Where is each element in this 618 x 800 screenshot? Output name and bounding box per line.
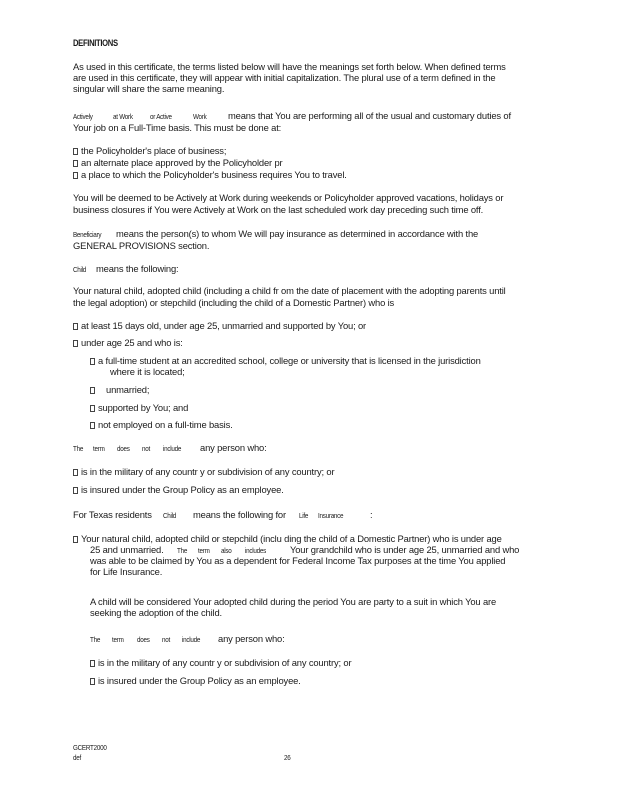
exclude-word: The — [73, 444, 84, 453]
bullet-icon — [73, 160, 78, 167]
texas-inline-word: also — [221, 546, 232, 555]
list-item-continuation: where it is located; — [110, 366, 185, 377]
texas-adopted-line-2: seeking the adoption of the child. — [90, 607, 222, 618]
bullet-icon — [90, 387, 95, 394]
deemed-line-2: business closures if You were Actively at Work on the last scheduled work day preceding such time off. — [73, 204, 484, 215]
texas-term-insurance: Insurance — [318, 511, 344, 520]
term-beneficiary: Beneficiary — [73, 230, 102, 239]
exclude-word: does — [117, 444, 130, 453]
section-heading: DEFINITIONS — [73, 38, 118, 48]
child-para-line-1: Your natural child, adopted child (including a child fr om the date of placement with the adopting parents until — [73, 285, 506, 296]
list-item: the Policyholder's place of business; — [73, 145, 226, 156]
list-item: an alternate place approved by the Policyholder pr — [73, 157, 283, 168]
texas-adopted-line-1: A child will be considered Your adopted child during the period You are party to a suit in which You are — [90, 596, 497, 607]
texas-inline-word: includes — [245, 546, 267, 555]
actively-def-line-1: means that You are performing all of the usual and customary duties of — [228, 110, 511, 121]
texas-bullet-line-2b: Your grandchild who is under age 25, unmarried and who — [290, 544, 520, 555]
footer-form-number: GCERT2000 — [73, 743, 107, 752]
texas-colon: : — [370, 509, 373, 520]
texas-inline-word: The — [177, 546, 188, 555]
exclude-word: not — [162, 635, 170, 644]
bullet-icon — [90, 422, 95, 429]
list-item: at least 15 days old, under age 25, unmarried and supported by You; or — [73, 320, 366, 331]
bullet-icon — [90, 678, 95, 685]
texas-bullet-line-2: 25 and unmarried. — [90, 544, 164, 555]
exclude-word: term — [112, 635, 124, 644]
exclude-word: does — [137, 635, 150, 644]
list-item: is insured under the Group Policy as an employee. — [73, 484, 284, 495]
term-child: Child — [73, 265, 87, 274]
texas-inline-word: term — [198, 546, 210, 555]
exclude-word: include — [163, 444, 182, 453]
texas-term-life: Life — [299, 511, 309, 520]
child-exclude-tail: any person who: — [200, 442, 267, 453]
list-item: a full-time student at an accredited school, college or university that is licensed in the jurisdiction — [90, 355, 481, 366]
bullet-icon — [90, 660, 95, 667]
bullet-icon — [73, 487, 78, 494]
term-actively-1: Actively — [73, 112, 93, 121]
list-item: is in the military of any countr y or subdivision of any country; or — [73, 466, 334, 477]
child-means: means the following: — [96, 263, 179, 274]
bullet-icon — [73, 536, 78, 543]
list-item: is in the military of any countr y or subdivision of any country; or — [90, 657, 351, 668]
bullet-icon — [73, 172, 78, 179]
actively-def-line-2: Your job on a Full-Time basis. This must be done at: — [73, 122, 282, 133]
intro-line-3: singular will share the same meaning. — [73, 83, 225, 94]
list-item: a place to which the Policyholder's business requires You to travel. — [73, 169, 347, 180]
bullet-icon — [73, 340, 78, 347]
term-actively-3: or Active — [150, 112, 172, 121]
bullet-icon — [73, 469, 78, 476]
bullet-icon — [90, 405, 95, 412]
texas-term-child: Child — [163, 511, 177, 520]
list-item: unmarried; — [90, 384, 149, 395]
exclude-word: include — [182, 635, 201, 644]
bullet-icon — [73, 323, 78, 330]
footer-code: def — [73, 753, 81, 762]
intro-line-1: As used in this certificate, the terms listed below will have the meanings set forth below. When defined terms — [73, 61, 506, 72]
texas-lead: For Texas residents — [73, 509, 152, 520]
list-item: not employed on a full-time basis. — [90, 419, 233, 430]
page-number: 26 — [284, 753, 291, 762]
exclude-word: term — [93, 444, 105, 453]
exclude-word: The — [90, 635, 101, 644]
beneficiary-line-2: GENERAL PROVISIONS section. — [73, 240, 210, 251]
texas-bullet-line-4: for Life Insurance. — [90, 566, 163, 577]
exclude-word: not — [142, 444, 150, 453]
bullet-icon — [73, 148, 78, 155]
list-item: under age 25 and who is: — [73, 337, 183, 348]
bullet-icon — [90, 358, 95, 365]
child-para-line-2: the legal adoption) or stepchild (including the child of a Domestic Partner) who is — [73, 297, 395, 308]
intro-line-2: are used in this certificate, they will appear with initial capitalization. The plural use of a term defined in the — [73, 72, 496, 83]
term-actively-2: at Work — [113, 112, 133, 121]
texas-mid: means the following for — [193, 509, 286, 520]
list-item: Your natural child, adopted child or stepchild (inclu ding the child of a Domestic Partner) who is under age — [73, 533, 502, 544]
term-actively-4: Work — [193, 112, 207, 121]
texas-bullet-line-3: was able to be claimed by You as a dependent for Federal Income Tax purposes at the time You applied — [90, 555, 506, 566]
list-item: supported by You; and — [90, 402, 188, 413]
texas-exclude-tail: any person who: — [218, 633, 285, 644]
beneficiary-line-1: means the person(s) to whom We will pay insurance as determined in accordance with the — [116, 228, 479, 239]
deemed-line-1: You will be deemed to be Actively at Work during weekends or Policyholder approved vacations, holidays or — [73, 192, 504, 203]
list-item: is insured under the Group Policy as an employee. — [90, 675, 301, 686]
